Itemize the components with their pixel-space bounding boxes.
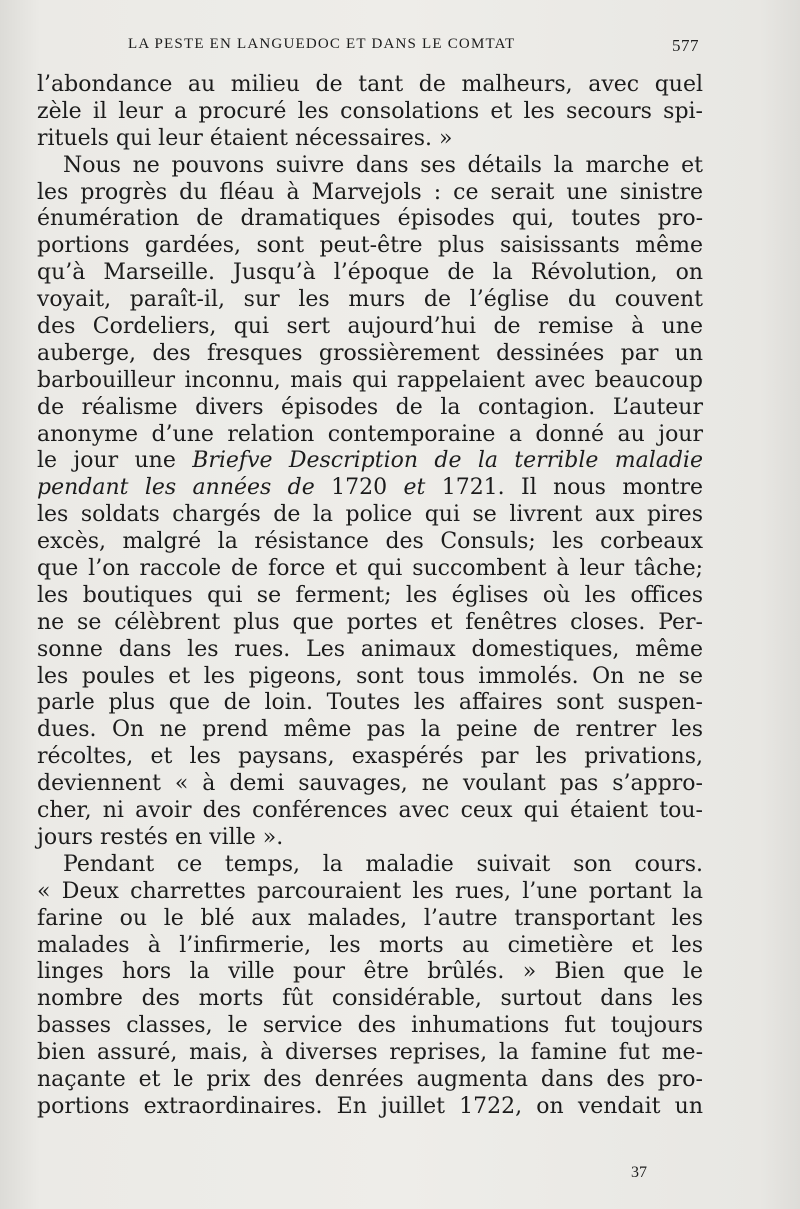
text-line: cher, ni avoir des conférences avec ceux qui étaient tou- [37, 798, 703, 824]
text-line: zèle il leur a procuré les consolations et les secours spi- [37, 98, 703, 124]
text-line: naçante et le prix des denrées augmenta dans des pro- [37, 1066, 703, 1092]
text-line: voyait, paraît-il, sur les murs de l’église du couvent [37, 287, 703, 313]
running-title: LA PESTE EN LANGUEDOC ET DANS LE COMTAT [128, 36, 516, 52]
text-line: Pendant ce temps, la maladie suivait son cours. [63, 851, 703, 877]
text-line: auberge, des fresques grossièrement dessinées par un [37, 340, 703, 366]
italic-title-segment: pendant les années de [37, 475, 315, 501]
text-line: Nous ne pouvons suivre dans ses détails la marche et [63, 152, 703, 178]
text-line: deviennent « à demi sauvages, ne voulant pas s’appro- [37, 771, 703, 797]
text-line: basses classes, le service des inhumations fut toujours [37, 1013, 703, 1039]
text-line: qu’à Marseille. Jusqu’à l’époque de la Révolution, on [37, 260, 703, 286]
text-segment: 1720 [314, 475, 404, 501]
text-line: portions gardées, sont peut-être plus saisissants même [37, 233, 703, 259]
text-line: les soldats chargés de la police qui se livrent aux pires [37, 502, 703, 528]
text-line: dues. On ne prend même pas la peine de rentrer les [37, 717, 703, 743]
text-line: des Cordeliers, qui sert aujourd’hui de remise à une [37, 314, 703, 340]
text-line: jours restés en ville ». [37, 824, 284, 850]
text-line: parle plus que de loin. Toutes les affaires sont suspen- [37, 690, 703, 716]
text-line: les progrès du fléau à Marvejols : ce serait une sinistre [37, 179, 703, 205]
text-line: linges hors la ville pour être brûlés. » Bien que le [37, 959, 703, 985]
text-line: anonyme d’une relation contemporaine a donné au jour [37, 421, 703, 447]
italic-title-segment: Briefve Description de la terrible maladie [192, 448, 703, 474]
text-line: excès, malgré la résistance des Consuls; les corbeaux [37, 529, 703, 555]
text-segment: 1721. Il nous montre [425, 475, 703, 501]
text-line: rituels qui leur étaient nécessaires. » [37, 125, 453, 151]
text-line: « Deux charrettes parcouraient les rues, l’une portant la [37, 878, 703, 904]
text-line [37, 475, 703, 502]
text-line: bien assuré, mais, à diverses reprises, la famine fut me- [37, 1040, 703, 1066]
text-line [37, 448, 703, 475]
text-line: que l’on raccole de force et qui succombent à leur tâche; [37, 556, 703, 582]
text-line: barbouilleur inconnu, mais qui rappelaient avec beaucoup [37, 367, 703, 393]
running-head [0, 36, 800, 56]
text-line: récoltes, et les paysans, exaspérés par les privations, [37, 744, 703, 770]
text-line: ne se célèbrent plus que portes et fenêtres closes. Per- [37, 609, 703, 635]
signature-mark: 37 [631, 1164, 647, 1181]
text-line: de réalisme divers épisodes de la contagion. L’auteur [37, 394, 703, 420]
text-line: nombre des morts fût considérable, surtout dans les [37, 986, 703, 1012]
text-line: l’abondance au milieu de tant de malheurs, avec quel [37, 72, 703, 97]
text-line: sonne dans les rues. Les animaux domestiques, même [37, 636, 703, 662]
text-line: énumération de dramatiques épisodes qui, toutes pro- [37, 206, 703, 232]
text-line: malades à l’infirmerie, les morts au cimetière et les [37, 932, 703, 958]
text-line: les poules et les pigeons, sont tous immolés. On ne se [37, 663, 703, 689]
text-line: les boutiques qui se ferment; les églises où les offices [37, 582, 703, 608]
text-segment: le jour une [37, 448, 193, 474]
text-line: farine ou le blé aux malades, l’autre transportant les [37, 905, 703, 931]
page-number: 577 [672, 36, 699, 55]
text-line: portions extraordinaires. En juillet 1722, on vendait un [37, 1093, 703, 1119]
body-text [37, 72, 703, 1121]
italic-title-segment: et [403, 475, 426, 501]
